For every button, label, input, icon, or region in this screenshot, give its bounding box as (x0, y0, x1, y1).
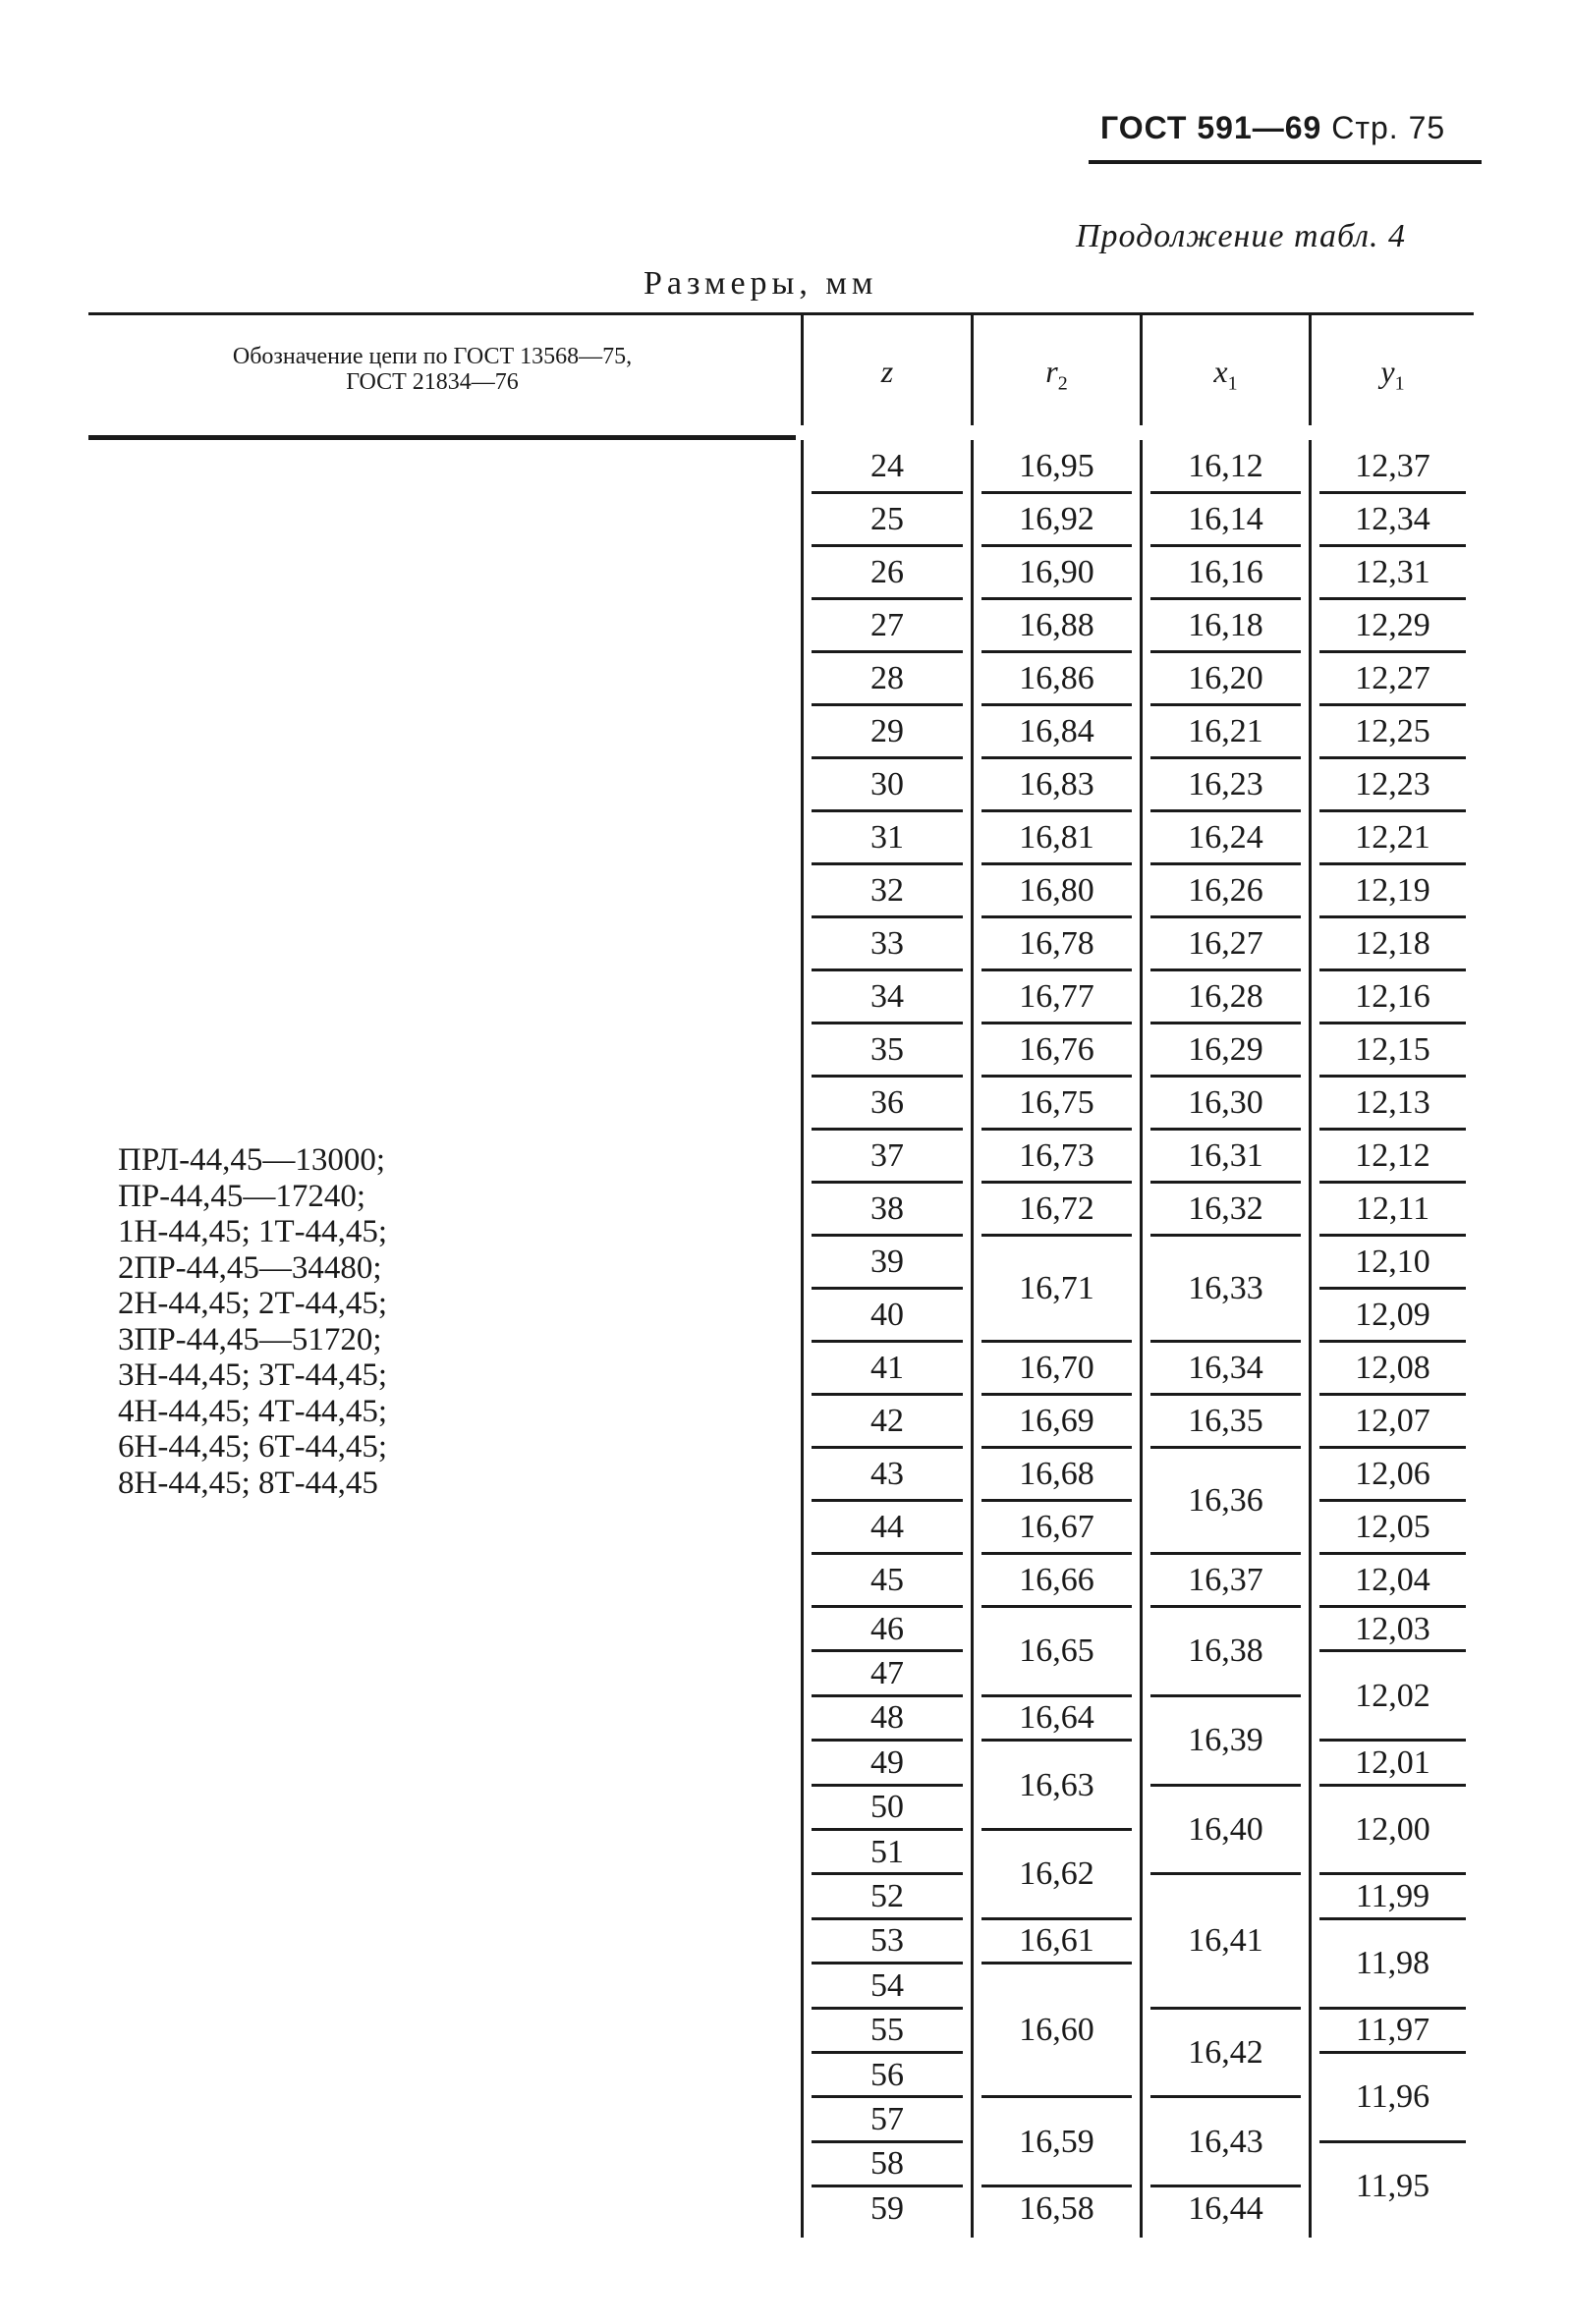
x1-cell: 16,31 (1188, 1137, 1263, 1174)
x1-cell: 16,14 (1188, 501, 1263, 537)
y1-cell: 11,95 (1355, 2168, 1430, 2205)
chain-designation: ПРЛ-44,45—13000; (118, 1142, 385, 1178)
z-cell: 56 (870, 2056, 904, 2093)
y1-cell: 12,11 (1355, 1190, 1430, 1227)
z-cell: 32 (870, 872, 904, 909)
chain-designation: 3ПР-44,45—51720; (118, 1321, 382, 1357)
r2-cell: 16,65 (1019, 1632, 1094, 1670)
r2-cell: 16,81 (1019, 819, 1094, 856)
y1-cell: 12,18 (1355, 925, 1430, 962)
y1-cell: 11,99 (1355, 1878, 1430, 1915)
r2-cell: 16,60 (1019, 2012, 1094, 2049)
y1-cell: 12,19 (1355, 872, 1430, 909)
z-cell: 52 (870, 1878, 904, 1915)
x1-cell: 16,40 (1188, 1810, 1263, 1848)
z-cell: 39 (870, 1244, 904, 1280)
header-rule (1089, 160, 1482, 164)
z-cell: 40 (870, 1297, 904, 1333)
y1-cell: 12,29 (1355, 607, 1430, 643)
x1-cell: 16,35 (1188, 1403, 1263, 1439)
chain-designation: 3Н-44,45; 3Т-44,45; (118, 1357, 388, 1393)
x1-cell: 16,32 (1188, 1190, 1263, 1227)
x1-cell: 16,21 (1188, 713, 1263, 749)
z-column-header: z (880, 354, 894, 389)
z-cell: 50 (870, 1789, 904, 1826)
r2-cell: 16,61 (1019, 1922, 1094, 1960)
z-cell: 29 (870, 713, 904, 749)
r2-column-header: $r_2$ (1045, 354, 1068, 395)
z-cell: 58 (870, 2145, 904, 2183)
y1-cell: 12,16 (1355, 978, 1430, 1015)
z-cell: 53 (870, 1922, 904, 1960)
z-cell: 45 (870, 1562, 904, 1598)
r2-cell: 16,71 (1019, 1270, 1094, 1306)
y1-cell: 11,97 (1355, 2012, 1430, 2049)
r2-cell: 16,75 (1019, 1084, 1094, 1121)
z-cell: 47 (870, 1655, 904, 1692)
r2-cell: 16,67 (1019, 1509, 1094, 1545)
r2-cell: 16,70 (1019, 1350, 1094, 1386)
x1-cell: 16,43 (1188, 2123, 1263, 2160)
y1-cell: 12,00 (1355, 1810, 1430, 1848)
x1-cell: 16,33 (1188, 1270, 1263, 1306)
y1-cell: 12,04 (1355, 1562, 1430, 1598)
z-cell: 28 (870, 660, 904, 696)
y1-cell: 12,27 (1355, 660, 1430, 696)
y1-cell: 12,12 (1355, 1137, 1430, 1174)
r2-cell: 16,83 (1019, 766, 1094, 802)
r2-cell: 16,72 (1019, 1190, 1094, 1227)
header-bottom-rule (88, 435, 796, 440)
z-cell: 24 (870, 448, 904, 484)
x1-column-header: $x_1$ (1213, 354, 1238, 395)
r2-cell: 16,80 (1019, 872, 1094, 909)
x1-cell: 16,18 (1188, 607, 1263, 643)
r2-cell: 16,84 (1019, 713, 1094, 749)
z-cell: 46 (870, 1610, 904, 1647)
page-label: Стр. 75 (1331, 110, 1446, 145)
r2-cell: 16,68 (1019, 1456, 1094, 1492)
x1-cell: 16,41 (1188, 1922, 1263, 1960)
chain-designation: ПР-44,45—17240; (118, 1178, 366, 1214)
r2-cell: 16,90 (1019, 554, 1094, 590)
r2-cell: 16,88 (1019, 607, 1094, 643)
y1-cell: 12,31 (1355, 554, 1430, 590)
r2-cell: 16,95 (1019, 448, 1094, 484)
x1-cell: 16,20 (1188, 660, 1263, 696)
y1-cell: 12,05 (1355, 1509, 1430, 1545)
chain-designation: 4Н-44,45; 4Т-44,45; (118, 1393, 388, 1429)
r2-cell: 16,69 (1019, 1403, 1094, 1439)
x1-cell: 16,12 (1188, 448, 1263, 484)
y1-cell: 11,98 (1355, 1945, 1430, 1982)
y1-cell: 12,03 (1355, 1610, 1430, 1647)
r2-cell: 16,66 (1019, 1562, 1094, 1598)
z-cell: 54 (870, 1966, 904, 2004)
x1-cell: 16,26 (1188, 872, 1263, 909)
y1-column-header: $y_1$ (1380, 354, 1405, 395)
x1-cell: 16,29 (1188, 1031, 1263, 1068)
chain-designation-list (118, 1142, 387, 1501)
page-header (1100, 110, 1445, 146)
x1-cell: 16,27 (1188, 925, 1263, 962)
x1-cell: 16,39 (1188, 1722, 1263, 1759)
z-cell: 49 (870, 1743, 904, 1781)
units-caption: Размеры, мм (644, 265, 878, 302)
z-cell: 34 (870, 978, 904, 1015)
z-cell: 25 (870, 501, 904, 537)
chain-designation: 2Н-44,45; 2Т-44,45; (118, 1286, 388, 1321)
y1-cell: 12,25 (1355, 713, 1430, 749)
r2-cell: 16,76 (1019, 1031, 1094, 1068)
x1-cell: 16,36 (1188, 1482, 1263, 1519)
z-cell: 35 (870, 1031, 904, 1068)
table-top-rule (88, 312, 1474, 315)
y1-cell: 11,96 (1355, 2078, 1430, 2116)
x1-cell: 16,42 (1188, 2033, 1263, 2071)
y1-cell: 12,15 (1355, 1031, 1430, 1068)
x1-cell: 16,24 (1188, 819, 1263, 856)
chain-designation: 6Н-44,45; 6Т-44,45; (118, 1429, 388, 1465)
z-cell: 37 (870, 1137, 904, 1174)
z-cell: 55 (870, 2012, 904, 2049)
y1-cell: 12,21 (1355, 819, 1430, 856)
z-cell: 42 (870, 1403, 904, 1439)
standard-number: ГОСТ 591—69 (1100, 110, 1322, 145)
z-cell: 51 (870, 1833, 904, 1870)
r2-cell: 16,64 (1019, 1699, 1094, 1737)
table-continuation-caption: Продолжение табл. 4 (1076, 218, 1407, 254)
x1-cell: 16,38 (1188, 1632, 1263, 1670)
chain-designation: 8Н-44,45; 8Т-44,45 (118, 1465, 378, 1501)
y1-cell: 12,34 (1355, 501, 1430, 537)
z-cell: 44 (870, 1509, 904, 1545)
y1-cell: 12,10 (1355, 1244, 1430, 1280)
z-cell: 27 (870, 607, 904, 643)
z-cell: 30 (870, 766, 904, 802)
z-cell: 33 (870, 925, 904, 962)
chain-designation: 1Н-44,45; 1Т-44,45; (118, 1214, 388, 1249)
x1-cell: 16,28 (1188, 978, 1263, 1015)
z-cell: 59 (870, 2189, 904, 2227)
z-cell: 57 (870, 2101, 904, 2138)
r2-cell: 16,92 (1019, 501, 1094, 537)
x1-cell: 16,44 (1188, 2189, 1263, 2227)
x1-cell: 16,30 (1188, 1084, 1263, 1121)
z-cell: 41 (870, 1350, 904, 1386)
chain-designation: 2ПР-44,45—34480; (118, 1249, 382, 1286)
y1-cell: 12,08 (1355, 1350, 1430, 1386)
x1-cell: 16,34 (1188, 1350, 1263, 1386)
y1-cell: 12,37 (1355, 448, 1430, 484)
y1-cell: 12,09 (1355, 1297, 1430, 1333)
r2-cell: 16,73 (1019, 1137, 1094, 1174)
x1-cell: 16,16 (1188, 554, 1263, 590)
y1-cell: 12,02 (1355, 1677, 1430, 1714)
y1-cell: 12,13 (1355, 1084, 1430, 1121)
r2-cell: 16,58 (1019, 2189, 1094, 2227)
z-cell: 26 (870, 554, 904, 590)
z-cell: 31 (870, 819, 904, 856)
x1-cell: 16,23 (1188, 766, 1263, 802)
r2-cell: 16,78 (1019, 925, 1094, 962)
y1-cell: 12,23 (1355, 766, 1430, 802)
y1-cell: 12,07 (1355, 1403, 1430, 1439)
z-cell: 38 (870, 1190, 904, 1227)
z-cell: 43 (870, 1456, 904, 1492)
r2-cell: 16,59 (1019, 2123, 1094, 2160)
r2-cell: 16,86 (1019, 660, 1094, 696)
designation-column-header: Обозначение цепи по ГОСТ 13568—75, ГОСТ 21834—76 (232, 344, 633, 395)
y1-cell: 12,01 (1355, 1743, 1430, 1781)
y1-cell: 12,06 (1355, 1456, 1430, 1492)
r2-cell: 16,63 (1019, 1766, 1094, 1803)
z-cell: 36 (870, 1084, 904, 1121)
z-cell: 48 (870, 1699, 904, 1737)
r2-cell: 16,77 (1019, 978, 1094, 1015)
x1-cell: 16,37 (1188, 1562, 1263, 1598)
r2-cell: 16,62 (1019, 1855, 1094, 1893)
